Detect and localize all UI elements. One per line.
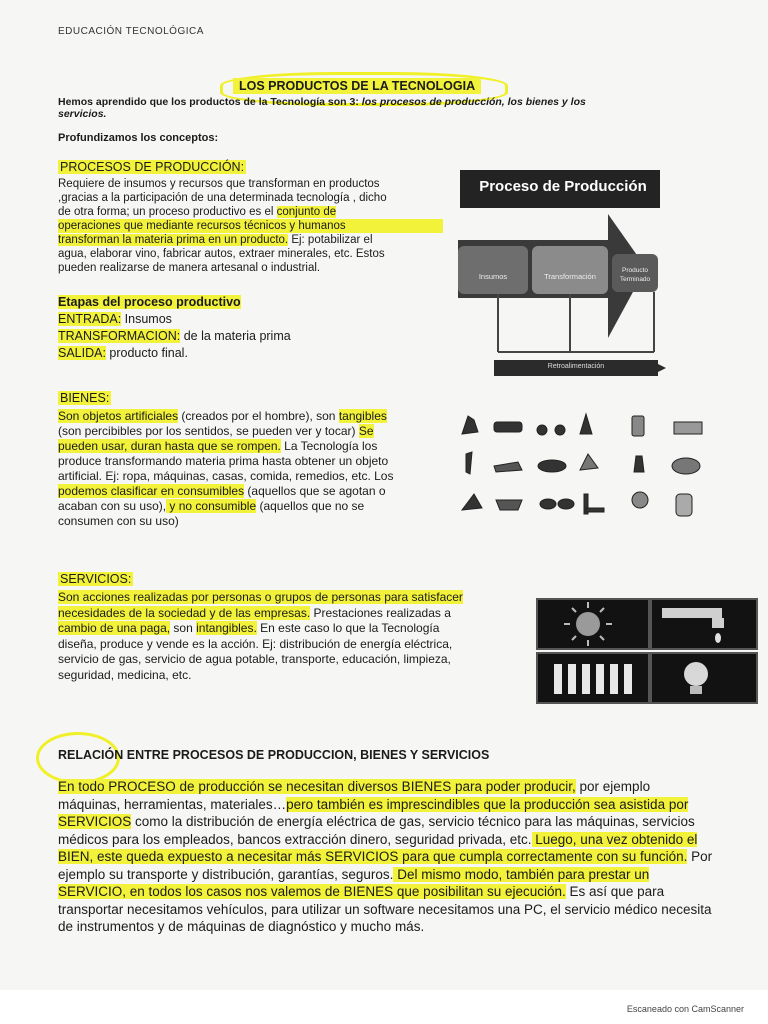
servicios-text: Son acciones realizadas por personas o grupos de personas para satisfacer necesidades de la sociedad y de las empresas. Prestaciones realizadas a cambio de una paga, son intangibles. En este caso lo que la Tecnología diseña, produce y vende es la acción. Ej: distribución de energía eléctrica, servicio de gas, servicio de agua potable, transporte, educación, limpieza, seguridad, medicina, etc. [58, 590, 463, 682]
bienes-heading: BIENES: [60, 391, 110, 405]
boot-icon [462, 494, 482, 510]
glasses-left-icon [540, 499, 556, 509]
plate-icon [672, 458, 700, 474]
procesos-line: operaciones que mediante recursos técnicos y humanos [58, 219, 443, 233]
intro-paragraph [58, 96, 618, 120]
diagram-label-insumos: Insumos [478, 272, 508, 281]
intro-items: los procesos de producción, los bienes y los servicios. [58, 96, 586, 120]
procesos-line: agua, elaborar vino, fabricar autos, extraer minerales, etc. Estos [58, 248, 385, 260]
servicios-heading: SERVICIOS: [60, 572, 132, 586]
water-drop-icon [715, 633, 721, 643]
etapas-block [58, 294, 358, 362]
diagram-label-retro: Retroalimentación [547, 363, 605, 370]
scanner-watermark: Escaneado con CamScanner [626, 1004, 744, 1014]
process-diagram [458, 168, 668, 380]
procesos-line: de otra forma; un proceso productivo es el conjunto de [58, 206, 337, 218]
skate-icon [462, 416, 478, 434]
procesos-text [58, 177, 443, 275]
radiator-icon [554, 664, 632, 694]
procesos-heading: PROCESOS DE PRODUCCIÓN: [60, 160, 245, 174]
iron-icon [580, 454, 598, 470]
intro-lead: Hemos aprendido que los productos de la Tecnología son 3: [58, 96, 359, 108]
tray-icon [496, 500, 522, 510]
lightbulb-icon [684, 662, 708, 686]
service-tile-electricity [536, 598, 650, 650]
scanner-footer [0, 990, 768, 1024]
etapa-entrada: ENTRADA: Insumos [58, 312, 172, 326]
service-tile-gas [536, 652, 650, 704]
diagram-box-insumos [458, 246, 528, 294]
bienes-icons [456, 412, 710, 524]
procesos-line: Requiere de insumos y recursos que transforman en productos [58, 178, 380, 190]
diagram-title: Proceso de Producción [479, 178, 647, 195]
service-tile-water [650, 598, 758, 650]
page-title: LOS PRODUCTOS DE LA TECNOLOGIA [233, 78, 481, 94]
relacion-text: En todo PROCESO de producción se necesitan diversos BIENES para poder producir, por ejemplo máquinas, herramientas, materiales…pero también es imprescindibles que la producción sea asistida por SERVICIOS como la distribución de energía eléctrica de gas, servicio técnico para las máquinas, servicios médicos para los empleados, bancos extracción dinero, seguridad privada, etc. Luego, una vez obtenido el BIEN, este queda expuesto a necesitar más SERVICIOS para que cumpla correctamente con su función. Por ejemplo su transporte y distribución, garantías, seguros. Del mismo modo, también para prestar un SERVICIO, en todos los casos nos valemos de BIENES que posibilitan su ejecución. Es así que para transportar necesitamos vehículos, para utilizar un software necesitamos una PC, el servicio médico necesita de instrumentos y de máquinas de diagnóstico y mucho más. [58, 779, 713, 934]
procesos-line: ,gracias a la participación de una determinada tecnología , dicho [58, 192, 387, 204]
intro-deepen: Profundizamos los conceptos: [58, 132, 219, 144]
bienes-icons-grid [456, 412, 710, 524]
sneaker-icon [538, 460, 566, 472]
subject-header: EDUCACIÓN TECNOLÓGICA [58, 26, 204, 37]
etapa-salida: SALIDA: producto final. [58, 346, 188, 360]
diagram-label-producto: Producto Terminado [619, 267, 651, 283]
service-tile-lightbulb [650, 652, 758, 704]
motorcycle-wheel-icon [555, 425, 565, 435]
motorcycle-icon [537, 425, 547, 435]
sun-icon [576, 612, 600, 636]
glasses-right-icon [558, 499, 574, 509]
phone-icon [632, 416, 644, 436]
car-icon [494, 422, 522, 432]
diagram-label-transformacion: Transformación [544, 272, 596, 281]
box-icon [674, 422, 702, 434]
tie-icon [466, 452, 472, 474]
treadmill-base-icon [586, 508, 604, 512]
diagram-box-transformacion [532, 246, 608, 294]
etapas-heading: Etapas del proceso productivo [58, 295, 241, 309]
etapa-transformacion: TRANSFORMACION: de la materia prima [58, 329, 291, 343]
procesos-line: pueden realizarse de manera artesanal o industrial. [58, 262, 321, 274]
bottle-icon [634, 456, 644, 472]
procesos-line: transforman la materia prima en un producto. Ej: potabilizar el [58, 234, 373, 246]
fan-icon [632, 492, 648, 508]
broom-icon [580, 414, 592, 434]
shoe-icon [494, 462, 522, 472]
bienes-text: Son objetos artificiales (creados por el hombre), son tangibles (son percibibles por los sentidos, se pueden ver y tocar) Se pueden usar, duran hasta que se rompen. La Tecnología los produce transformando materia prima hasta obtener un objeto artificial. Ej: ropa, máquinas, casas, comida, remedios, etc. Los podemos clasificar en consumibles (aquellos que se agotan o acaban con su uso), y no consumible (aquellos que no se consumen con su uso) [58, 409, 394, 528]
vacuum-icon [676, 494, 692, 516]
faucet-icon [662, 608, 722, 618]
relacion-heading: RELACIÓN ENTRE PROCESOS DE PRODUCCION, BIENES Y SERVICIOS [58, 748, 490, 762]
diagram-retro-arrow [658, 364, 666, 372]
